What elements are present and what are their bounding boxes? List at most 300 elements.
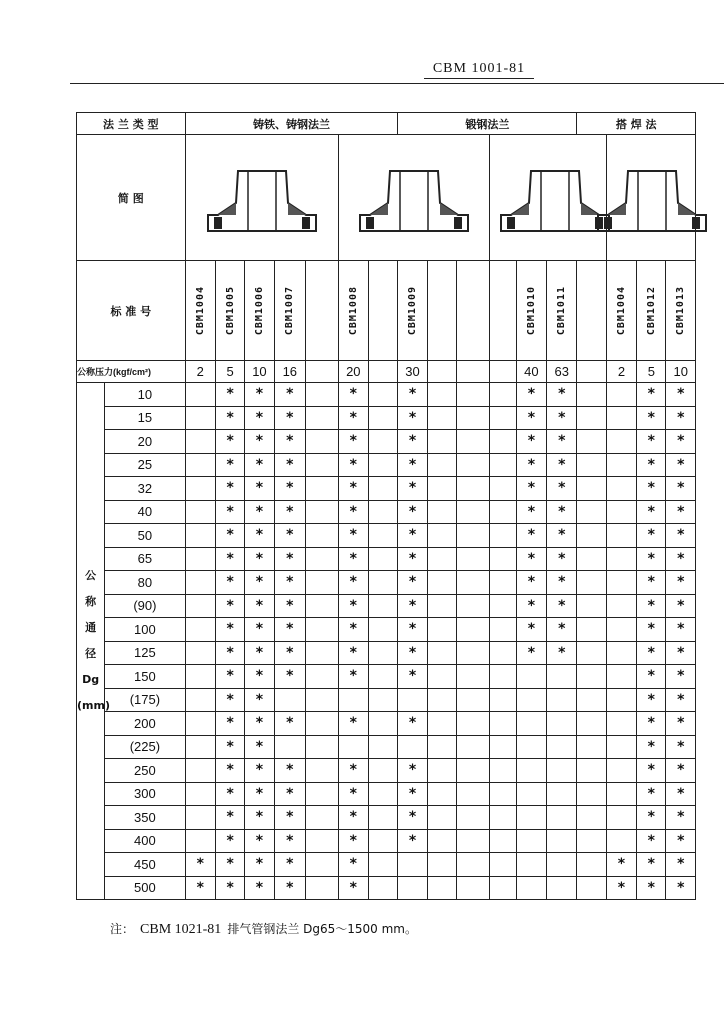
- availability-mark: *: [274, 430, 305, 454]
- availability-mark: [577, 712, 606, 736]
- pressure-row: [77, 361, 696, 383]
- availability-mark: *: [516, 594, 546, 618]
- availability-mark: [577, 641, 606, 665]
- availability-mark: *: [516, 430, 546, 454]
- availability-mark: [306, 712, 339, 736]
- availability-mark: [369, 477, 398, 501]
- availability-mark: *: [516, 618, 546, 642]
- availability-mark: [306, 853, 339, 877]
- availability-mark: [306, 735, 339, 759]
- availability-mark: *: [215, 500, 244, 524]
- availability-mark: *: [245, 571, 274, 595]
- availability-mark: *: [215, 477, 244, 501]
- diameter-size: 500: [105, 876, 185, 900]
- standard-number-cell: [516, 261, 546, 361]
- table-row: [77, 641, 696, 665]
- availability-mark: [489, 524, 516, 548]
- diameter-size: (175): [105, 688, 185, 712]
- availability-mark: *: [185, 853, 215, 877]
- forged-flange-sketch: [338, 135, 489, 261]
- availability-mark: [369, 712, 398, 736]
- availability-mark: [516, 782, 546, 806]
- availability-mark: [456, 571, 489, 595]
- table-row: [77, 430, 696, 454]
- table-row: [77, 547, 696, 571]
- availability-mark: *: [215, 876, 244, 900]
- pressure-value: [577, 361, 606, 383]
- availability-mark: *: [516, 500, 546, 524]
- table-row: [77, 735, 696, 759]
- availability-mark: *: [274, 829, 305, 853]
- pressure-value: 5: [215, 361, 244, 383]
- availability-mark: *: [274, 618, 305, 642]
- sketch-row: [77, 135, 696, 261]
- availability-mark: *: [547, 524, 577, 548]
- availability-mark: [547, 665, 577, 689]
- standard-number: CBM1013: [675, 286, 687, 336]
- availability-mark: [577, 383, 606, 407]
- availability-mark: *: [338, 453, 368, 477]
- availability-mark: [427, 782, 456, 806]
- availability-mark: [606, 618, 636, 642]
- availability-mark: [606, 735, 636, 759]
- diameter-size: 250: [105, 759, 185, 783]
- diameter-size: 32: [105, 477, 185, 501]
- availability-mark: *: [398, 477, 427, 501]
- availability-mark: [547, 782, 577, 806]
- availability-mark: [338, 688, 368, 712]
- availability-mark: [456, 500, 489, 524]
- diameter-size: 125: [105, 641, 185, 665]
- availability-mark: *: [637, 806, 666, 830]
- availability-mark: [369, 735, 398, 759]
- availability-mark: [427, 618, 456, 642]
- flange-group-1: 铸铁、铸钢法兰: [185, 113, 398, 135]
- availability-mark: *: [547, 453, 577, 477]
- availability-mark: *: [338, 547, 368, 571]
- availability-mark: *: [245, 688, 274, 712]
- availability-mark: *: [637, 712, 666, 736]
- availability-mark: [427, 759, 456, 783]
- availability-mark: [489, 594, 516, 618]
- availability-mark: [306, 594, 339, 618]
- table-row: [77, 829, 696, 853]
- availability-mark: *: [215, 406, 244, 430]
- availability-mark: [516, 829, 546, 853]
- availability-mark: [369, 806, 398, 830]
- flange-standards-table: [76, 112, 696, 900]
- availability-mark: [456, 712, 489, 736]
- availability-mark: [185, 406, 215, 430]
- availability-mark: [369, 406, 398, 430]
- availability-mark: [577, 453, 606, 477]
- availability-mark: [577, 547, 606, 571]
- pressure-value: 5: [637, 361, 666, 383]
- availability-mark: [456, 547, 489, 571]
- availability-mark: *: [245, 383, 274, 407]
- flange-table-frame: [76, 112, 724, 912]
- availability-mark: [606, 688, 636, 712]
- availability-mark: *: [274, 853, 305, 877]
- availability-mark: *: [398, 806, 427, 830]
- availability-mark: [369, 430, 398, 454]
- flange-group-3: 搭 焊 法: [577, 113, 696, 135]
- table-row: [77, 477, 696, 501]
- pressure-value: 10: [245, 361, 274, 383]
- availability-mark: *: [398, 383, 427, 407]
- availability-mark: [369, 759, 398, 783]
- table-row: [77, 594, 696, 618]
- availability-mark: [185, 735, 215, 759]
- availability-mark: [606, 641, 636, 665]
- availability-mark: [547, 688, 577, 712]
- availability-mark: [306, 876, 339, 900]
- availability-mark: [306, 759, 339, 783]
- availability-mark: *: [666, 712, 696, 736]
- availability-mark: *: [245, 618, 274, 642]
- availability-mark: *: [666, 500, 696, 524]
- standard-number-cell: [577, 261, 606, 361]
- availability-mark: [489, 571, 516, 595]
- availability-mark: *: [338, 853, 368, 877]
- availability-mark: *: [274, 524, 305, 548]
- nominal-diameter-label: [77, 383, 110, 900]
- nominal-diameter-char: 通: [85, 621, 97, 634]
- availability-mark: [185, 618, 215, 642]
- availability-mark: *: [274, 383, 305, 407]
- pressure-value: [489, 361, 516, 383]
- standard-number: CBM1005: [224, 286, 236, 336]
- availability-mark: [306, 829, 339, 853]
- standard-number-cell: [456, 261, 489, 361]
- table-row: [77, 406, 696, 430]
- availability-mark: [369, 547, 398, 571]
- availability-mark: [547, 876, 577, 900]
- diameter-size: 25: [105, 453, 185, 477]
- availability-mark: [456, 406, 489, 430]
- availability-mark: *: [637, 430, 666, 454]
- availability-mark: [185, 806, 215, 830]
- availability-mark: [489, 453, 516, 477]
- availability-mark: *: [215, 547, 244, 571]
- availability-mark: *: [215, 688, 244, 712]
- availability-mark: *: [338, 618, 368, 642]
- availability-mark: *: [245, 547, 274, 571]
- availability-mark: [369, 665, 398, 689]
- availability-mark: [185, 453, 215, 477]
- availability-mark: [369, 453, 398, 477]
- availability-mark: *: [637, 453, 666, 477]
- availability-mark: *: [637, 641, 666, 665]
- diameter-size: (90): [105, 594, 185, 618]
- availability-mark: *: [398, 618, 427, 642]
- availability-mark: *: [547, 594, 577, 618]
- availability-mark: *: [245, 477, 274, 501]
- availability-mark: *: [666, 853, 696, 877]
- standard-number-cell: [274, 261, 305, 361]
- availability-mark: *: [666, 759, 696, 783]
- availability-mark: [577, 876, 606, 900]
- availability-mark: *: [338, 383, 368, 407]
- table-row: [77, 853, 696, 877]
- availability-mark: [427, 688, 456, 712]
- availability-mark: *: [398, 641, 427, 665]
- availability-mark: [577, 500, 606, 524]
- availability-mark: [185, 782, 215, 806]
- availability-mark: *: [215, 735, 244, 759]
- availability-mark: *: [516, 453, 546, 477]
- availability-mark: *: [637, 594, 666, 618]
- availability-mark: [577, 665, 606, 689]
- availability-mark: [606, 453, 636, 477]
- availability-mark: *: [637, 759, 666, 783]
- availability-mark: [456, 524, 489, 548]
- availability-mark: *: [245, 430, 274, 454]
- availability-mark: [427, 406, 456, 430]
- availability-mark: [306, 430, 339, 454]
- availability-mark: *: [398, 571, 427, 595]
- availability-mark: *: [637, 665, 666, 689]
- availability-mark: [398, 735, 427, 759]
- availability-mark: *: [637, 571, 666, 595]
- availability-mark: *: [398, 524, 427, 548]
- availability-mark: [606, 500, 636, 524]
- availability-mark: [427, 712, 456, 736]
- availability-mark: *: [215, 453, 244, 477]
- availability-mark: [606, 806, 636, 830]
- steel-flange-sketch: [489, 135, 606, 261]
- availability-mark: [456, 594, 489, 618]
- availability-mark: *: [274, 759, 305, 783]
- availability-mark: [516, 876, 546, 900]
- availability-mark: *: [245, 665, 274, 689]
- availability-mark: *: [516, 406, 546, 430]
- availability-mark: [185, 712, 215, 736]
- availability-mark: [516, 688, 546, 712]
- availability-mark: *: [338, 829, 368, 853]
- availability-mark: [427, 453, 456, 477]
- availability-mark: [577, 571, 606, 595]
- availability-mark: *: [274, 594, 305, 618]
- availability-mark: [369, 829, 398, 853]
- availability-mark: [456, 383, 489, 407]
- standard-number-cell: [637, 261, 666, 361]
- availability-mark: [489, 735, 516, 759]
- nominal-diameter-char: 径: [85, 647, 97, 660]
- availability-mark: *: [666, 688, 696, 712]
- table-row: [77, 759, 696, 783]
- availability-mark: [338, 735, 368, 759]
- availability-mark: *: [338, 641, 368, 665]
- availability-mark: [306, 618, 339, 642]
- table-row: [77, 524, 696, 548]
- table-row: [77, 712, 696, 736]
- availability-mark: [489, 500, 516, 524]
- nominal-diameter-char: 公: [85, 569, 97, 582]
- availability-mark: *: [274, 453, 305, 477]
- availability-mark: [577, 688, 606, 712]
- availability-mark: *: [637, 735, 666, 759]
- availability-mark: [456, 430, 489, 454]
- availability-mark: [185, 688, 215, 712]
- availability-mark: [306, 477, 339, 501]
- availability-mark: [547, 829, 577, 853]
- availability-mark: *: [398, 406, 427, 430]
- availability-mark: *: [338, 782, 368, 806]
- availability-mark: *: [245, 406, 274, 430]
- availability-mark: [489, 782, 516, 806]
- availability-mark: *: [245, 500, 274, 524]
- availability-mark: [369, 853, 398, 877]
- pressure-value: 30: [398, 361, 427, 383]
- availability-mark: *: [398, 665, 427, 689]
- availability-mark: [456, 665, 489, 689]
- availability-mark: [427, 665, 456, 689]
- diameter-size: 40: [105, 500, 185, 524]
- standard-number-cell: [666, 261, 696, 361]
- availability-mark: [489, 665, 516, 689]
- availability-mark: *: [398, 782, 427, 806]
- availability-mark: *: [338, 665, 368, 689]
- availability-mark: [398, 853, 427, 877]
- availability-mark: [547, 712, 577, 736]
- availability-mark: [547, 853, 577, 877]
- pressure-value: [369, 361, 398, 383]
- availability-mark: [489, 641, 516, 665]
- availability-mark: [489, 806, 516, 830]
- availability-mark: *: [274, 806, 305, 830]
- availability-mark: [489, 876, 516, 900]
- availability-mark: *: [666, 524, 696, 548]
- availability-mark: *: [637, 618, 666, 642]
- availability-mark: *: [637, 524, 666, 548]
- availability-mark: [456, 782, 489, 806]
- availability-mark: *: [185, 876, 215, 900]
- diameter-size: 350: [105, 806, 185, 830]
- top-rule: [70, 83, 724, 84]
- nominal-diameter-char: Dg: [82, 673, 100, 686]
- availability-mark: *: [245, 876, 274, 900]
- availability-mark: [274, 688, 305, 712]
- table-row: [77, 383, 696, 407]
- table-row: [77, 571, 696, 595]
- availability-mark: *: [338, 571, 368, 595]
- availability-mark: [306, 688, 339, 712]
- availability-mark: *: [215, 641, 244, 665]
- availability-mark: [547, 806, 577, 830]
- availability-mark: *: [666, 383, 696, 407]
- availability-mark: [369, 618, 398, 642]
- availability-mark: [456, 735, 489, 759]
- availability-mark: [606, 547, 636, 571]
- standard-number-cell: [215, 261, 244, 361]
- availability-mark: [306, 453, 339, 477]
- diameter-size: 400: [105, 829, 185, 853]
- availability-mark: [306, 406, 339, 430]
- availability-mark: *: [274, 477, 305, 501]
- availability-mark: *: [547, 406, 577, 430]
- standard-number-cell: [306, 261, 339, 361]
- availability-mark: [577, 782, 606, 806]
- availability-mark: [427, 641, 456, 665]
- availability-mark: [456, 453, 489, 477]
- availability-mark: [456, 853, 489, 877]
- diameter-size: 100: [105, 618, 185, 642]
- availability-mark: *: [215, 618, 244, 642]
- availability-mark: *: [245, 735, 274, 759]
- availability-mark: *: [338, 430, 368, 454]
- availability-mark: *: [245, 712, 274, 736]
- availability-mark: [427, 594, 456, 618]
- availability-mark: [489, 688, 516, 712]
- availability-mark: *: [547, 618, 577, 642]
- availability-mark: *: [338, 712, 368, 736]
- availability-mark: [185, 547, 215, 571]
- availability-mark: *: [338, 594, 368, 618]
- availability-mark: *: [398, 712, 427, 736]
- availability-mark: [427, 524, 456, 548]
- availability-mark: *: [666, 806, 696, 830]
- pressure-value: 63: [547, 361, 577, 383]
- availability-mark: [369, 594, 398, 618]
- diameter-size: (225): [105, 735, 185, 759]
- availability-mark: *: [245, 524, 274, 548]
- availability-mark: *: [338, 524, 368, 548]
- availability-mark: *: [516, 641, 546, 665]
- availability-mark: *: [637, 406, 666, 430]
- availability-mark: *: [666, 453, 696, 477]
- availability-mark: *: [666, 876, 696, 900]
- availability-mark: *: [215, 759, 244, 783]
- standard-number-cell: [245, 261, 274, 361]
- nominal-diameter-char: (mm): [77, 699, 110, 712]
- pressure-value: 10: [666, 361, 696, 383]
- availability-mark: *: [398, 500, 427, 524]
- pressure-value: 2: [185, 361, 215, 383]
- availability-mark: [577, 806, 606, 830]
- availability-mark: [606, 759, 636, 783]
- standard-number: CBM1007: [284, 286, 296, 336]
- nominal-diameter-char: 称: [85, 595, 97, 608]
- availability-mark: [306, 571, 339, 595]
- availability-mark: [427, 806, 456, 830]
- standard-number: CBM1009: [407, 286, 418, 336]
- availability-mark: [427, 571, 456, 595]
- availability-mark: *: [666, 547, 696, 571]
- availability-mark: [577, 618, 606, 642]
- availability-mark: [489, 547, 516, 571]
- availability-mark: *: [666, 735, 696, 759]
- availability-mark: *: [637, 876, 666, 900]
- availability-mark: [489, 430, 516, 454]
- availability-mark: *: [547, 500, 577, 524]
- availability-mark: *: [547, 477, 577, 501]
- standard-number-cell: [427, 261, 456, 361]
- availability-mark: [185, 500, 215, 524]
- availability-mark: [306, 665, 339, 689]
- diameter-size: 10: [105, 383, 185, 407]
- availability-mark: [489, 829, 516, 853]
- availability-mark: *: [637, 853, 666, 877]
- diameter-size: 20: [105, 430, 185, 454]
- availability-mark: [577, 430, 606, 454]
- availability-mark: [456, 829, 489, 853]
- table-row: [77, 500, 696, 524]
- availability-mark: [306, 547, 339, 571]
- availability-mark: *: [215, 665, 244, 689]
- availability-mark: [577, 853, 606, 877]
- availability-mark: [577, 759, 606, 783]
